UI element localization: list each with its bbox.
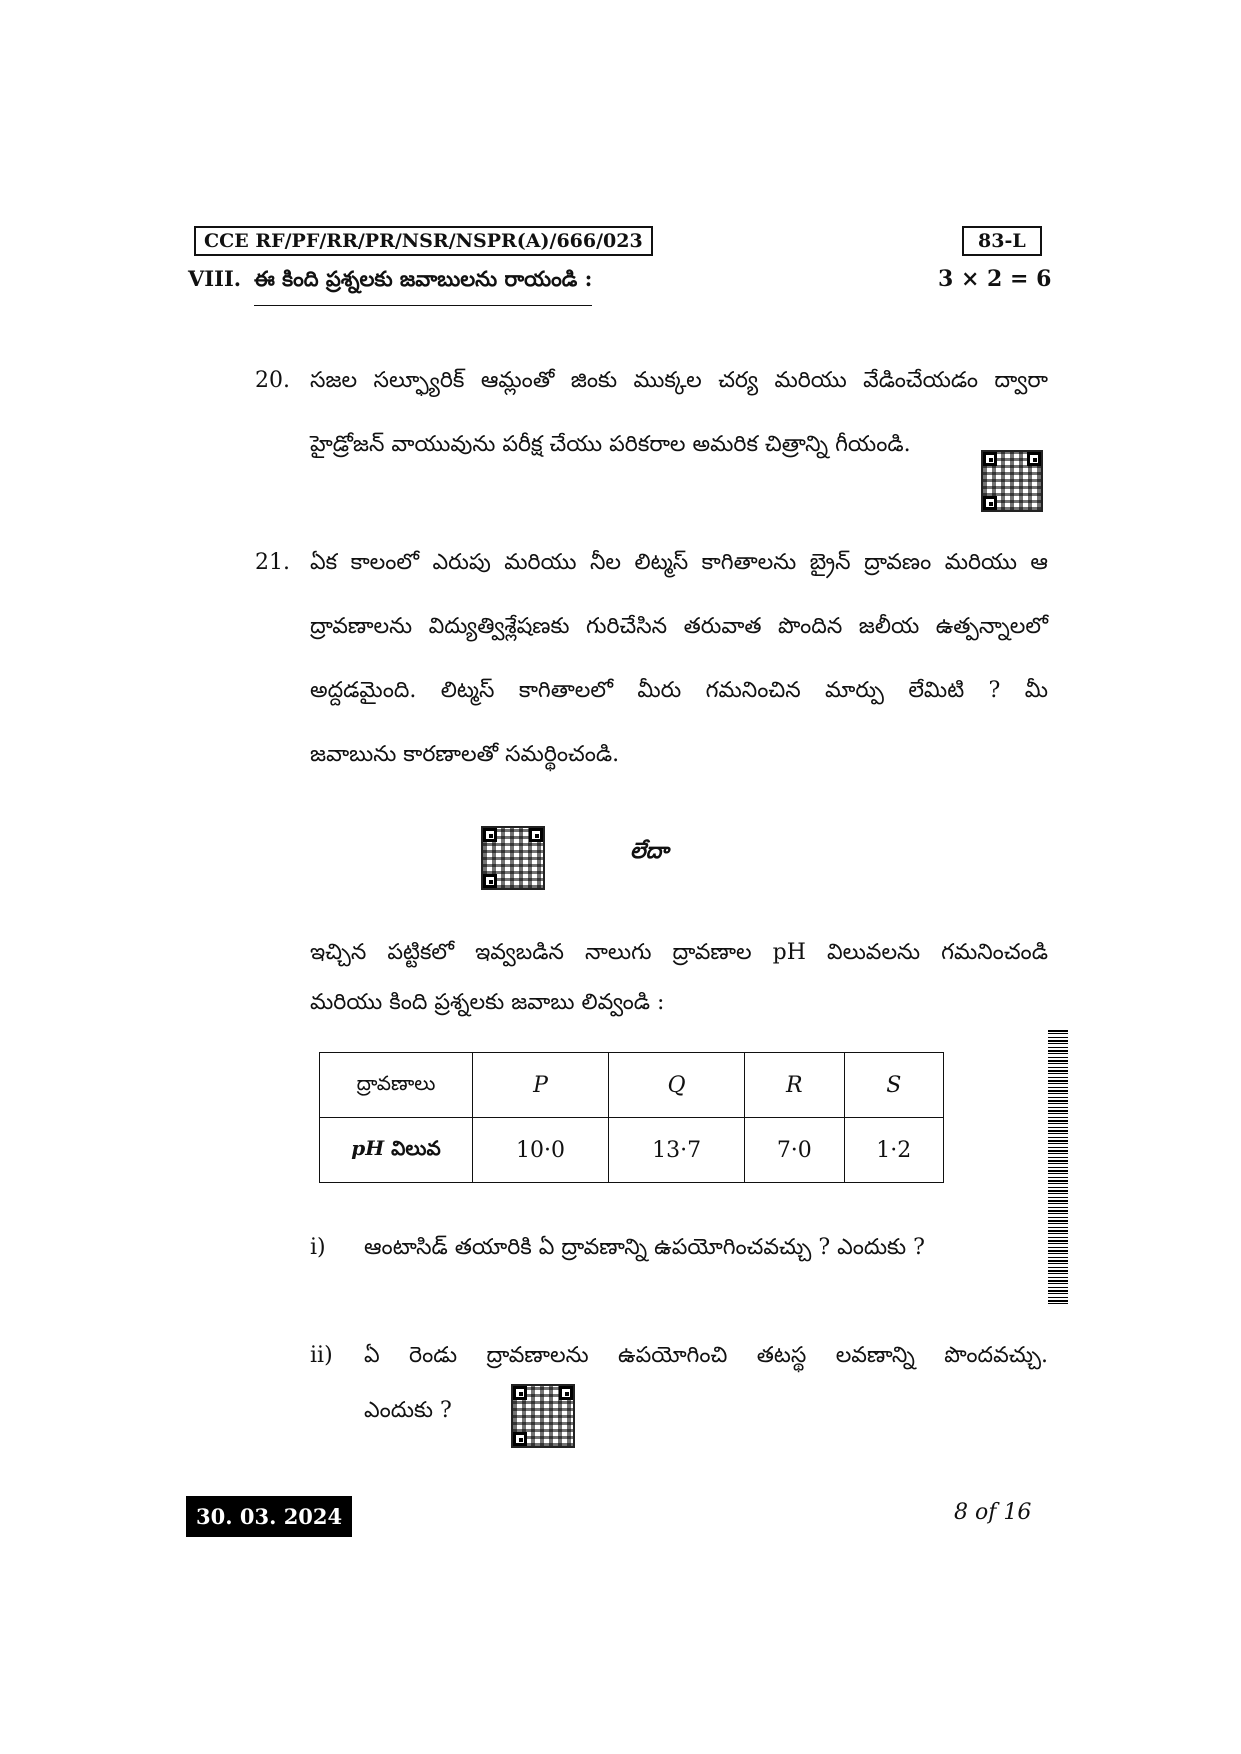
table-header-solutions: ద్రావణాలు [320,1053,473,1118]
qr-code-or [483,828,543,888]
sub-question-ii-label: ii) [310,1343,333,1368]
ph-table [319,1052,944,1183]
table-header-ph [320,1118,473,1183]
page-number: 8 of 16 [954,1500,1032,1525]
ph-value-s: 1·2 [844,1118,943,1183]
sub-question-ii-line-1: ఏ రెండు ద్రావణాలను ఉపయోగించి తటస్థ లవణాన్ని పొందవచ్చు. [364,1343,1048,1368]
or-label: లేదా [630,838,669,864]
sub-question-ii-line-2: ఎందుకు ? [364,1398,452,1423]
ph-symbol: pH [351,1135,385,1160]
question-21-number: 21. [255,550,290,575]
paper-code: CCE RF/PF/RR/PR/NSR/NSPR(A)/666/023 [194,226,653,256]
ph-value-r: 7·0 [745,1118,844,1183]
question-20-number: 20. [255,368,290,393]
question-21-line-1: ఏక కాలంలో ఎరుపు మరియు నీల లిట్మస్ కాగితాలను బ్రైన్ ద్రావణం మరియు ఆ [310,550,1048,575]
solution-p: P [473,1053,609,1118]
question-21-line-4: జవాబును కారణాలతో సమర్థించండి. [310,742,620,767]
exam-date: 30. 03. 2024 [186,1496,352,1537]
ph-value-p: 10·0 [473,1118,609,1183]
ph-value-q: 13·7 [609,1118,745,1183]
sub-question-i-label: i) [310,1235,326,1260]
section-marks: 3 × 2 = 6 [938,266,1052,292]
qr-code-sub-ii [513,1386,573,1446]
sub-question-i-text: ఆంటాసిడ్ తయారికి ఏ ద్రావణాన్ని ఉపయోగించవచ్చు ? ఎందుకు ? [364,1235,925,1260]
paper-number: 83-L [962,226,1042,256]
solution-s: S [844,1053,943,1118]
ph-label-text: విలువ [384,1135,441,1160]
alt-question-line-1: ఇచ్చిన పట్టికలో ఇవ్వబడిన నాలుగు ద్రావణాల pH విలువలను గమనించండి [310,940,1048,965]
table-row [320,1118,944,1183]
alt-question-line-2: మరియు కింది ప్రశ్నలకు జవాబు లివ్వండి : [310,990,665,1015]
question-20-line-2: హైడ్రోజన్ వాయువును పరీక్ష చేయు పరికరాల అమరిక చిత్రాన్ని గీయండి. [310,432,911,457]
question-20-line-1: సజల సల్ఫ్యూరిక్ ఆమ్లంతో జింకు ముక్కల చర్య మరియు వేడించేయడం ద్వారా [310,368,1048,393]
solution-q: Q [609,1053,745,1118]
barcode [1048,1030,1068,1305]
table-row [320,1053,944,1118]
qr-code-q20 [983,452,1041,510]
solution-r: R [745,1053,844,1118]
question-21-line-3: అద్దడమైంది. లిట్మస్ కాగితాలలో మీరు గమనించిన మార్పు లేమిటి ? మీ [310,678,1048,703]
section-instruction: ఈ కింది ప్రశ్నలకు జవాబులను రాయండి : [254,266,592,306]
question-21-line-2: ద్రావణాలను విద్యుత్విశ్లేషణకు గురిచేసిన తరువాత పొందిన జలీయ ఉత్పన్నాలలో [310,614,1048,639]
section-number: VIII. [188,266,242,291]
